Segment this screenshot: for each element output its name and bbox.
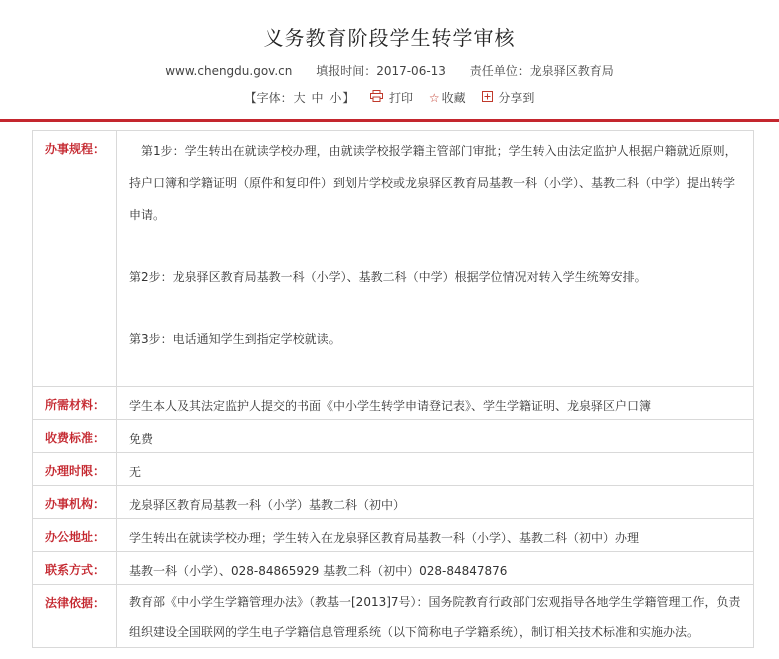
contact-value: 基教一科（小学）、028-84865929 基教二科（初中）028-84847876 xyxy=(117,552,754,585)
print-label: 打印 xyxy=(389,91,414,105)
share-button[interactable] xyxy=(482,91,535,105)
table-row-fee xyxy=(33,420,754,453)
legal-label: 法律依据： xyxy=(33,585,117,648)
procedure-step-2: 第2步：龙泉驿区教育局基教一科（小学）、基教二科（中学）根据学位情况对转入学生统筹安排。 xyxy=(129,270,647,284)
table-row-agency xyxy=(33,486,754,519)
time-limit-value: 无 xyxy=(117,453,754,486)
fee-label: 收费标准： xyxy=(33,420,117,453)
font-size-suffix: 】 xyxy=(342,91,355,105)
table-row-materials xyxy=(33,387,754,420)
page-title: 义务教育阶段学生转学审核 xyxy=(263,26,516,50)
font-small-link[interactable]: 小 xyxy=(329,91,342,105)
favorite-button[interactable] xyxy=(429,91,470,105)
service-info-table xyxy=(32,130,754,648)
agency-value: 龙泉驿区教育局基教一科（小学）基教二科（初中） xyxy=(117,486,754,519)
table-row-time-limit xyxy=(33,453,754,486)
address-value: 学生转出在就读学校办理；学生转入在龙泉驿区教育局基教一科（小学）、基教二科（初中）办理 xyxy=(117,519,754,552)
article-meta xyxy=(0,62,779,79)
site-url: www.chengdu.gov.cn xyxy=(165,64,293,78)
table-row-contact xyxy=(33,552,754,585)
agency-label: 办事机构： xyxy=(33,486,117,519)
table-row-address xyxy=(33,519,754,552)
article-tools xyxy=(0,89,779,106)
font-large-link[interactable]: 大 xyxy=(293,91,306,105)
procedure-label: 办事规程： xyxy=(33,131,117,387)
procedure-step-3: 第3步：电话通知学生到指定学校就读。 xyxy=(129,332,341,346)
fee-value: 免费 xyxy=(117,420,754,453)
font-size-control xyxy=(245,91,359,105)
legal-value: 教育部《中小学生学籍管理办法》（教基一[2013]7号）：国务院教育行政部门宏观指导各地学生学籍管理工作，负责组织建设全国联网的学生电子学籍信息管理系统（以下简称电子学籍系统），制订相关技术标准和实施办法。 xyxy=(117,585,754,648)
materials-label: 所需材料： xyxy=(33,387,117,420)
font-medium-link[interactable]: 中 xyxy=(311,91,324,105)
procedure-step-1: 第1步：学生转出在就读学校办理，由就读学校报学籍主管部门审批；学生转入由法定监护人根据户籍就近原则，持户口簿和学籍证明（原件和复印件）到划片学校或龙泉驿区教育局基教一科（小学）、基教二科（中学）提出转学申请。 xyxy=(129,144,737,222)
star-icon: ☆ xyxy=(428,91,440,105)
printer-icon xyxy=(370,91,387,105)
print-button[interactable] xyxy=(370,91,417,105)
time-limit-label: 办理时限： xyxy=(33,453,117,486)
address-label: 办公地址： xyxy=(33,519,117,552)
share-icon xyxy=(482,91,497,105)
font-size-prefix: 【字体： xyxy=(244,91,293,105)
share-label: 分享到 xyxy=(498,91,535,105)
table-row-procedure xyxy=(33,131,754,387)
header-divider xyxy=(0,119,779,122)
table-row-legal xyxy=(33,585,754,648)
responsible-department: 责任单位：龙泉驿区教育局 xyxy=(469,64,614,78)
contact-label: 联系方式： xyxy=(33,552,117,585)
fill-time: 填报时间：2017-06-13 xyxy=(316,64,446,78)
procedure-value xyxy=(117,131,754,387)
materials-value: 学生本人及其法定监护人提交的书面《中小学生转学申请登记表》、学生学籍证明、龙泉驿区户口簿 xyxy=(117,387,754,420)
favorite-label: 收藏 xyxy=(441,91,466,105)
